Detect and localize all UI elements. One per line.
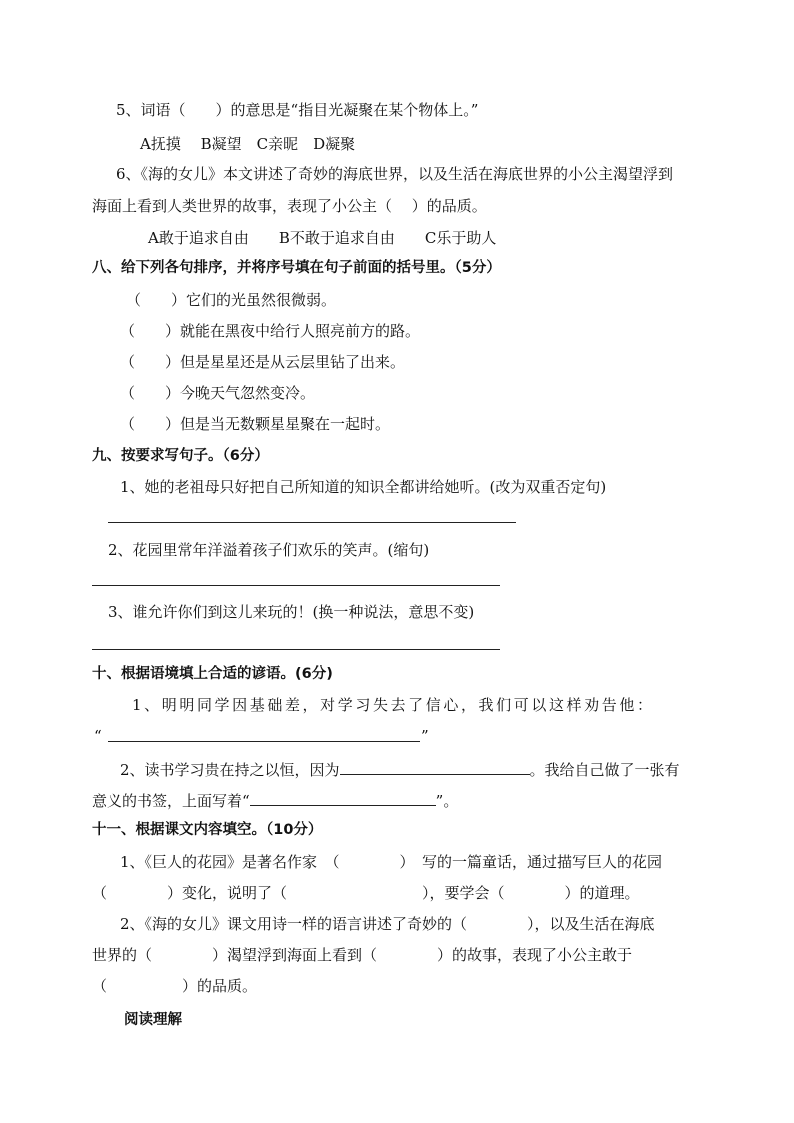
sec11-q1-line2: （ ）变化，说明了（ ），要学会（ ）的道理。: [92, 884, 640, 902]
q5-stem: 5、词语（ ）的意思是“指目光凝聚在某个物体上。”: [116, 101, 479, 119]
sec8-item-4: （ ）今晚天气忽然变冷。: [120, 384, 316, 402]
sec10-q2-part1: 2、读书学习贵在持之以恒，因为: [120, 761, 340, 779]
sec9-q2: 2、花园里常年洋溢着孩子们欢乐的笑声。(缩句): [108, 541, 430, 559]
reading-comprehension-title: 阅读理解: [124, 1012, 182, 1028]
q6-line1: 6、《海的女儿》本文讲述了奇妙的海底世界，以及生活在海底世界的小公主渴望浮到: [116, 165, 674, 183]
sec10-q1-close-quote: ”: [421, 727, 429, 745]
section-11-title: 十一、根据课文内容填空。（10分）: [92, 822, 323, 838]
sec11-q1-line1: 1、《巨人的花园》是著名作家 （ ） 写的一篇童话，通过描写巨人的花园: [120, 853, 663, 871]
q6-options: A敢于追求自由 B不敢于追求自由 C乐于助人: [148, 229, 497, 247]
sec10-q2-line2b: ”。: [435, 792, 459, 810]
sec9-q3-answer-line[interactable]: [92, 649, 500, 650]
sec10-q2-line2: [92, 789, 458, 811]
sec10-q1-line1: 1、明明同学因基础差，对学习失去了信心，我们可以这样劝告他：: [132, 696, 655, 714]
sec9-q1-answer-line[interactable]: [108, 522, 516, 523]
sec10-q1-answer-line[interactable]: [108, 741, 420, 742]
sec11-q2-line1: 2、《海的女儿》课文用诗一样的语言讲述了奇妙的（ ），以及生活在海底: [120, 915, 655, 933]
q6-line2: 海面上看到人类世界的故事，表现了小公主（ ）的品质。: [92, 197, 487, 215]
sec11-q2-line3: （ ）的品质。: [92, 977, 258, 995]
sec10-q2-blank-1[interactable]: [340, 758, 530, 775]
sec10-q2-blank-2[interactable]: [250, 789, 436, 806]
section-8-title: 八、给下列各句排序，并将序号填在句子前面的括号里。（5分）: [92, 260, 501, 276]
sec11-q2-line2: 世界的（ ）渴望浮到海面上看到（ ）的故事，表现了小公主敢于: [92, 946, 633, 964]
sec9-q1: 1、她的老祖母只好把自己所知道的知识全都讲给她听。(改为双重否定句): [120, 478, 607, 496]
sec9-q3: 3、谁允许你们到这儿来玩的！(换一种说法，意思不变): [108, 603, 475, 621]
sec8-item-1: （ ）它们的光虽然很微弱。: [126, 291, 337, 309]
sec8-item-3: （ ）但是星星还是从云层里钻了出来。: [120, 353, 406, 371]
sec10-q2-line1: [120, 758, 680, 780]
sec8-item-2: （ ）就能在黑夜中给行人照亮前方的路。: [120, 322, 421, 340]
sec8-item-5: （ ）但是当无数颗星星聚在一起时。: [120, 415, 391, 433]
section-9-title: 九、按要求写句子。（6分）: [92, 448, 269, 464]
sec10-q2-line2a: 意义的书签，上面写着“: [92, 792, 250, 810]
sec10-q2-part2: 。我给自己做了一张有: [529, 761, 680, 779]
sec9-q2-answer-line[interactable]: [92, 585, 500, 586]
section-10-title: 十、根据语境填上合适的谚语。(6分): [92, 666, 333, 682]
sec10-q1-open-quote: “: [94, 727, 102, 745]
q5-options: A抚摸 B凝望 C亲昵 D凝聚: [140, 135, 356, 153]
